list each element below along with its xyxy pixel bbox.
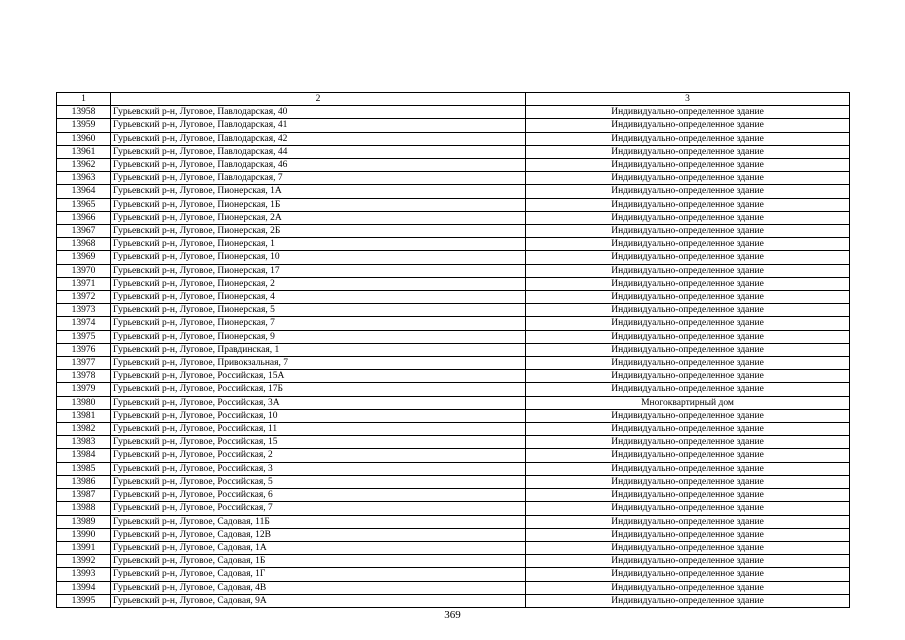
- registry-table: [56, 92, 850, 608]
- building-type-cell: Индивидуально-определенное здание: [526, 357, 850, 370]
- building-type-cell: Индивидуально-определенное здание: [526, 515, 850, 528]
- address-cell: Гурьевский р-н, Луговое, Пионерская, 10: [111, 251, 526, 264]
- column-header-3: 3: [526, 93, 850, 106]
- table-row: [57, 277, 850, 290]
- row-number-cell: 13981: [57, 409, 111, 422]
- table-row: [57, 396, 850, 409]
- address-cell: Гурьевский р-н, Луговое, Пионерская, 2: [111, 277, 526, 290]
- column-header-1: 1: [57, 93, 111, 106]
- row-number-cell: 13985: [57, 462, 111, 475]
- table-row: [57, 541, 850, 554]
- row-number-cell: 13974: [57, 317, 111, 330]
- address-cell: Гурьевский р-н, Луговое, Пионерская, 1А: [111, 185, 526, 198]
- address-cell: Гурьевский р-н, Луговое, Пионерская, 5: [111, 304, 526, 317]
- building-type-cell: Многоквартирный дом: [526, 396, 850, 409]
- row-number-cell: 13962: [57, 159, 111, 172]
- table-row: [57, 502, 850, 515]
- address-cell: Гурьевский р-н, Луговое, Садовая, 11Б: [111, 515, 526, 528]
- row-number-cell: 13980: [57, 396, 111, 409]
- row-number-cell: 13968: [57, 238, 111, 251]
- building-type-cell: Индивидуально-определенное здание: [526, 172, 850, 185]
- address-cell: Гурьевский р-н, Луговое, Пионерская, 9: [111, 330, 526, 343]
- row-number-cell: 13982: [57, 423, 111, 436]
- row-number-cell: 13972: [57, 291, 111, 304]
- address-cell: Гурьевский р-н, Луговое, Садовая, 9А: [111, 594, 526, 607]
- row-number-cell: 13960: [57, 132, 111, 145]
- table-row: [57, 528, 850, 541]
- building-type-cell: Индивидуально-определенное здание: [526, 238, 850, 251]
- table-row: [57, 515, 850, 528]
- address-cell: Гурьевский р-н, Луговое, Садовая, 1Б: [111, 555, 526, 568]
- address-cell: Гурьевский р-н, Луговое, Садовая, 1А: [111, 541, 526, 554]
- table-row: [57, 449, 850, 462]
- address-cell: Гурьевский р-н, Луговое, Пионерская, 2Б: [111, 225, 526, 238]
- building-type-cell: Индивидуально-определенное здание: [526, 145, 850, 158]
- building-type-cell: Индивидуально-определенное здание: [526, 291, 850, 304]
- row-number-cell: 13990: [57, 528, 111, 541]
- table-row: [57, 172, 850, 185]
- table-row: [57, 343, 850, 356]
- building-type-cell: Индивидуально-определенное здание: [526, 436, 850, 449]
- building-type-cell: Индивидуально-определенное здание: [526, 409, 850, 422]
- row-number-cell: 13993: [57, 568, 111, 581]
- address-cell: Гурьевский р-н, Луговое, Садовая, 4В: [111, 581, 526, 594]
- building-type-cell: Индивидуально-определенное здание: [526, 119, 850, 132]
- row-number-cell: 13989: [57, 515, 111, 528]
- address-cell: Гурьевский р-н, Луговое, Павлодарская, 46: [111, 159, 526, 172]
- row-number-cell: 13971: [57, 277, 111, 290]
- row-number-cell: 13979: [57, 383, 111, 396]
- row-number-cell: 13994: [57, 581, 111, 594]
- row-number-cell: 13988: [57, 502, 111, 515]
- table-row: [57, 317, 850, 330]
- address-cell: Гурьевский р-н, Луговое, Российская, 3А: [111, 396, 526, 409]
- column-header-2: 2: [111, 93, 526, 106]
- table-row: [57, 159, 850, 172]
- building-type-cell: Индивидуально-определенное здание: [526, 211, 850, 224]
- row-number-cell: 13970: [57, 264, 111, 277]
- row-number-cell: 13967: [57, 225, 111, 238]
- building-type-cell: Индивидуально-определенное здание: [526, 198, 850, 211]
- address-cell: Гурьевский р-н, Луговое, Российская, 3: [111, 462, 526, 475]
- page-number: 369: [444, 609, 461, 621]
- table-row: [57, 370, 850, 383]
- building-type-cell: Индивидуально-определенное здание: [526, 423, 850, 436]
- table-row: [57, 198, 850, 211]
- address-cell: Гурьевский р-н, Луговое, Российская, 17Б: [111, 383, 526, 396]
- table-row: [57, 185, 850, 198]
- address-cell: Гурьевский р-н, Луговое, Пионерская, 1: [111, 238, 526, 251]
- address-cell: Гурьевский р-н, Луговое, Пионерская, 2А: [111, 211, 526, 224]
- address-cell: Гурьевский р-н, Луговое, Российская, 2: [111, 449, 526, 462]
- address-cell: Гурьевский р-н, Луговое, Российская, 6: [111, 489, 526, 502]
- row-number-cell: 13961: [57, 145, 111, 158]
- address-cell: Гурьевский р-н, Луговое, Пионерская, 7: [111, 317, 526, 330]
- row-number-cell: 13964: [57, 185, 111, 198]
- building-type-cell: Индивидуально-определенное здание: [526, 594, 850, 607]
- address-cell: Гурьевский р-н, Луговое, Пионерская, 1Б: [111, 198, 526, 211]
- table-row: [57, 462, 850, 475]
- table-row: [57, 489, 850, 502]
- building-type-cell: Индивидуально-определенное здание: [526, 251, 850, 264]
- row-number-cell: 13973: [57, 304, 111, 317]
- row-number-cell: 13978: [57, 370, 111, 383]
- address-cell: Гурьевский р-н, Луговое, Павлодарская, 41: [111, 119, 526, 132]
- address-cell: Гурьевский р-н, Луговое, Правдинская, 1: [111, 343, 526, 356]
- address-cell: Гурьевский р-н, Луговое, Российская, 5: [111, 475, 526, 488]
- building-type-cell: Индивидуально-определенное здание: [526, 462, 850, 475]
- row-number-cell: 13984: [57, 449, 111, 462]
- table-row: [57, 581, 850, 594]
- table-row: [57, 291, 850, 304]
- row-number-cell: 13959: [57, 119, 111, 132]
- building-type-cell: Индивидуально-определенное здание: [526, 475, 850, 488]
- building-type-cell: Индивидуально-определенное здание: [526, 106, 850, 119]
- row-number-cell: 13983: [57, 436, 111, 449]
- table-row: [57, 475, 850, 488]
- row-number-cell: 13969: [57, 251, 111, 264]
- table-row: [57, 211, 850, 224]
- table-row: [57, 106, 850, 119]
- table-row: [57, 383, 850, 396]
- table-row: [57, 555, 850, 568]
- row-number-cell: 13992: [57, 555, 111, 568]
- address-cell: Гурьевский р-н, Луговое, Привокзальная, 7: [111, 357, 526, 370]
- building-type-cell: Индивидуально-определенное здание: [526, 370, 850, 383]
- table-row: [57, 238, 850, 251]
- address-cell: Гурьевский р-н, Луговое, Павлодарская, 40: [111, 106, 526, 119]
- row-number-cell: 13966: [57, 211, 111, 224]
- address-cell: Гурьевский р-н, Луговое, Павлодарская, 42: [111, 132, 526, 145]
- building-type-cell: Индивидуально-определенное здание: [526, 264, 850, 277]
- address-cell: Гурьевский р-н, Луговое, Павлодарская, 44: [111, 145, 526, 158]
- building-type-cell: Индивидуально-определенное здание: [526, 502, 850, 515]
- table-row: [57, 225, 850, 238]
- row-number-cell: 13965: [57, 198, 111, 211]
- address-cell: Гурьевский р-н, Луговое, Российская, 7: [111, 502, 526, 515]
- table-row: [57, 357, 850, 370]
- building-type-cell: Индивидуально-определенное здание: [526, 132, 850, 145]
- address-cell: Гурьевский р-н, Луговое, Российская, 11: [111, 423, 526, 436]
- table-row: [57, 409, 850, 422]
- table-row: [57, 145, 850, 158]
- address-cell: Гурьевский р-н, Луговое, Российская, 15А: [111, 370, 526, 383]
- building-type-cell: Индивидуально-определенное здание: [526, 277, 850, 290]
- table-row: [57, 436, 850, 449]
- table-row: [57, 423, 850, 436]
- address-cell: Гурьевский р-н, Луговое, Российская, 15: [111, 436, 526, 449]
- building-type-cell: Индивидуально-определенное здание: [526, 185, 850, 198]
- building-type-cell: Индивидуально-определенное здание: [526, 528, 850, 541]
- building-type-cell: Индивидуально-определенное здание: [526, 555, 850, 568]
- address-cell: Гурьевский р-н, Луговое, Павлодарская, 7: [111, 172, 526, 185]
- row-number-cell: 13986: [57, 475, 111, 488]
- building-type-cell: Индивидуально-определенное здание: [526, 317, 850, 330]
- row-number-cell: 13963: [57, 172, 111, 185]
- address-cell: Гурьевский р-н, Луговое, Пионерская, 17: [111, 264, 526, 277]
- row-number-cell: 13958: [57, 106, 111, 119]
- building-type-cell: Индивидуально-определенное здание: [526, 489, 850, 502]
- table-row: [57, 264, 850, 277]
- building-type-cell: Индивидуально-определенное здание: [526, 225, 850, 238]
- building-type-cell: Индивидуально-определенное здание: [526, 383, 850, 396]
- address-cell: Гурьевский р-н, Луговое, Садовая, 1Г: [111, 568, 526, 581]
- row-number-cell: 13995: [57, 594, 111, 607]
- table-row: [57, 304, 850, 317]
- row-number-cell: 13976: [57, 343, 111, 356]
- table-row: [57, 132, 850, 145]
- row-number-cell: 13975: [57, 330, 111, 343]
- row-number-cell: 13991: [57, 541, 111, 554]
- building-type-cell: Индивидуально-определенное здание: [526, 568, 850, 581]
- row-number-cell: 13977: [57, 357, 111, 370]
- table-row: [57, 251, 850, 264]
- table-body: [57, 106, 850, 608]
- address-cell: Гурьевский р-н, Луговое, Пионерская, 4: [111, 291, 526, 304]
- table-row: [57, 330, 850, 343]
- address-cell: Гурьевский р-н, Луговое, Садовая, 12В: [111, 528, 526, 541]
- building-type-cell: Индивидуально-определенное здание: [526, 304, 850, 317]
- building-type-cell: Индивидуально-определенное здание: [526, 330, 850, 343]
- table-row: [57, 568, 850, 581]
- table-row: [57, 594, 850, 607]
- building-type-cell: Индивидуально-определенное здание: [526, 159, 850, 172]
- table-row: [57, 119, 850, 132]
- building-type-cell: Индивидуально-определенное здание: [526, 343, 850, 356]
- building-type-cell: Индивидуально-определенное здание: [526, 449, 850, 462]
- header-row: [57, 93, 850, 106]
- building-type-cell: Индивидуально-определенное здание: [526, 581, 850, 594]
- row-number-cell: 13987: [57, 489, 111, 502]
- building-type-cell: Индивидуально-определенное здание: [526, 541, 850, 554]
- address-cell: Гурьевский р-н, Луговое, Российская, 10: [111, 409, 526, 422]
